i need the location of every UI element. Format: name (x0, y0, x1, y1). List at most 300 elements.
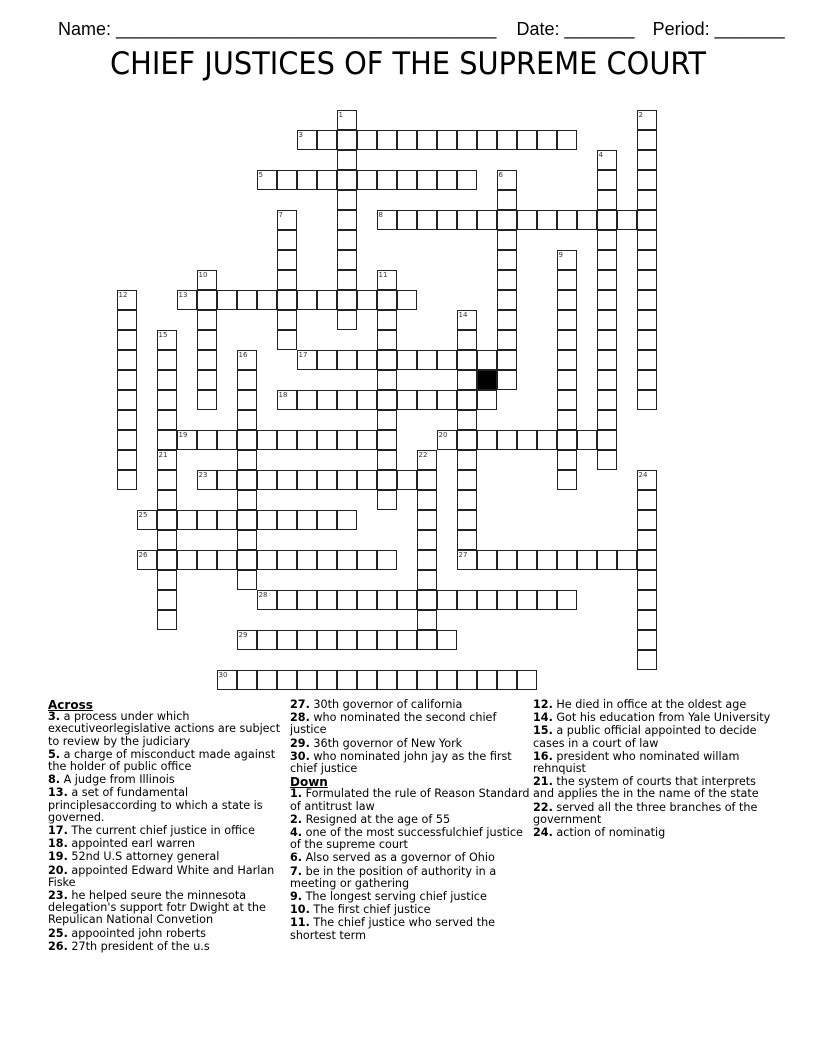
grid-cell[interactable] (557, 370, 577, 390)
grid-cell[interactable] (197, 370, 217, 390)
grid-cell[interactable] (277, 270, 297, 290)
grid-cell[interactable] (397, 170, 417, 190)
grid-cell[interactable] (477, 350, 497, 370)
grid-cell[interactable] (337, 310, 357, 330)
grid-cell[interactable] (517, 430, 537, 450)
grid-cell[interactable] (217, 670, 237, 690)
grid-cell[interactable] (377, 630, 397, 650)
grid-cell[interactable] (317, 550, 337, 570)
grid-cell[interactable] (377, 370, 397, 390)
grid-cell[interactable] (117, 290, 137, 310)
grid-cell[interactable] (317, 170, 337, 190)
grid-cell[interactable] (277, 330, 297, 350)
grid-cell[interactable] (597, 290, 617, 310)
grid-cell[interactable] (517, 210, 537, 230)
grid-cell[interactable] (557, 470, 577, 490)
grid-cell[interactable] (337, 230, 357, 250)
grid-cell[interactable] (337, 590, 357, 610)
grid-cell[interactable] (197, 470, 217, 490)
grid-cell[interactable] (297, 350, 317, 370)
grid-cell[interactable] (457, 350, 477, 370)
grid-cell[interactable] (237, 350, 257, 370)
grid-cell[interactable] (377, 470, 397, 490)
grid-cell[interactable] (237, 430, 257, 450)
grid-cell[interactable] (637, 490, 657, 510)
grid-cell[interactable] (417, 450, 437, 470)
grid-cell[interactable] (357, 170, 377, 190)
grid-cell[interactable] (157, 550, 177, 570)
grid-cell[interactable] (377, 410, 397, 430)
grid-cell[interactable] (317, 390, 337, 410)
grid-cell[interactable] (337, 210, 357, 230)
grid-cell[interactable] (357, 390, 377, 410)
grid-cell[interactable] (477, 210, 497, 230)
grid-cell[interactable] (457, 530, 477, 550)
grid-cell[interactable] (377, 170, 397, 190)
grid-cell[interactable] (157, 590, 177, 610)
grid-cell[interactable] (357, 630, 377, 650)
grid-cell[interactable] (197, 550, 217, 570)
grid-cell[interactable] (197, 390, 217, 410)
grid-cell[interactable] (157, 370, 177, 390)
grid-cell[interactable] (637, 630, 657, 650)
grid-cell[interactable] (277, 430, 297, 450)
grid-cell[interactable] (577, 430, 597, 450)
grid-cell[interactable] (237, 570, 257, 590)
grid-cell[interactable] (557, 270, 577, 290)
grid-cell[interactable] (557, 350, 577, 370)
grid-cell[interactable] (377, 390, 397, 410)
grid-cell[interactable] (477, 390, 497, 410)
grid-cell[interactable] (317, 590, 337, 610)
grid-cell[interactable] (597, 370, 617, 390)
grid-cell[interactable] (237, 390, 257, 410)
grid-cell[interactable] (557, 330, 577, 350)
grid-cell[interactable] (317, 510, 337, 530)
grid-cell[interactable] (257, 670, 277, 690)
grid-cell[interactable] (197, 270, 217, 290)
grid-cell[interactable] (177, 290, 197, 310)
grid-cell[interactable] (457, 510, 477, 530)
grid-cell[interactable] (637, 210, 657, 230)
grid-cell[interactable] (417, 670, 437, 690)
grid-cell[interactable] (317, 430, 337, 450)
grid-cell[interactable] (497, 250, 517, 270)
grid-cell[interactable] (337, 170, 357, 190)
grid-cell[interactable] (197, 350, 217, 370)
grid-cell[interactable] (637, 470, 657, 490)
grid-cell[interactable] (477, 590, 497, 610)
grid-cell[interactable] (297, 430, 317, 450)
grid-cell[interactable] (237, 470, 257, 490)
grid-cell[interactable] (377, 310, 397, 330)
grid-cell[interactable] (377, 210, 397, 230)
grid-cell[interactable] (437, 170, 457, 190)
grid-cell[interactable] (597, 310, 617, 330)
grid-cell[interactable] (337, 430, 357, 450)
grid-cell[interactable] (537, 550, 557, 570)
grid-cell[interactable] (637, 390, 657, 410)
grid-cell[interactable] (337, 390, 357, 410)
grid-cell[interactable] (117, 430, 137, 450)
grid-cell[interactable] (417, 170, 437, 190)
grid-cell[interactable] (237, 670, 257, 690)
grid-cell[interactable] (637, 650, 657, 670)
grid-cell[interactable] (497, 330, 517, 350)
grid-cell[interactable] (337, 270, 357, 290)
grid-cell[interactable] (337, 290, 357, 310)
grid-cell[interactable] (457, 130, 477, 150)
grid-cell[interactable] (277, 170, 297, 190)
grid-cell[interactable] (617, 550, 637, 570)
grid-cell[interactable] (337, 110, 357, 130)
grid-cell[interactable] (617, 210, 637, 230)
grid-cell[interactable] (157, 570, 177, 590)
grid-cell[interactable] (337, 550, 357, 570)
grid-cell[interactable] (217, 510, 237, 530)
grid-cell[interactable] (157, 610, 177, 630)
grid-cell[interactable] (217, 430, 237, 450)
grid-cell[interactable] (537, 430, 557, 450)
grid-cell[interactable] (437, 130, 457, 150)
grid-cell[interactable] (637, 250, 657, 270)
grid-cell[interactable] (277, 230, 297, 250)
grid-cell[interactable] (517, 670, 537, 690)
grid-cell[interactable] (257, 590, 277, 610)
grid-cell[interactable] (337, 630, 357, 650)
grid-cell[interactable] (497, 190, 517, 210)
grid-cell[interactable] (457, 410, 477, 430)
grid-cell[interactable] (497, 290, 517, 310)
grid-cell[interactable] (557, 290, 577, 310)
grid-cell[interactable] (457, 470, 477, 490)
grid-cell[interactable] (117, 450, 137, 470)
grid-cell[interactable] (417, 550, 437, 570)
grid-cell[interactable] (277, 550, 297, 570)
grid-cell[interactable] (637, 230, 657, 250)
grid-cell[interactable] (437, 430, 457, 450)
grid-cell[interactable] (637, 310, 657, 330)
grid-cell[interactable] (457, 170, 477, 190)
grid-cell[interactable] (257, 550, 277, 570)
grid-cell[interactable] (197, 330, 217, 350)
grid-cell[interactable] (357, 290, 377, 310)
grid-cell[interactable] (257, 290, 277, 310)
grid-cell[interactable] (477, 430, 497, 450)
grid-cell[interactable] (157, 450, 177, 470)
grid-cell[interactable] (237, 630, 257, 650)
grid-cell[interactable] (497, 430, 517, 450)
grid-cell[interactable] (457, 370, 477, 390)
grid-cell[interactable] (357, 670, 377, 690)
grid-cell[interactable] (157, 430, 177, 450)
grid-cell[interactable] (197, 310, 217, 330)
grid-cell[interactable] (317, 350, 337, 370)
grid-cell[interactable] (397, 390, 417, 410)
grid-cell[interactable] (257, 430, 277, 450)
grid-cell[interactable] (597, 170, 617, 190)
grid-cell[interactable] (157, 510, 177, 530)
grid-cell[interactable] (637, 590, 657, 610)
grid-cell[interactable] (357, 470, 377, 490)
grid-cell[interactable] (377, 330, 397, 350)
grid-cell[interactable] (297, 470, 317, 490)
grid-cell[interactable] (157, 330, 177, 350)
grid-cell[interactable] (237, 290, 257, 310)
date-field[interactable]: Date: _______ (516, 19, 635, 39)
grid-cell[interactable] (217, 550, 237, 570)
grid-cell[interactable] (317, 290, 337, 310)
grid-cell[interactable] (217, 470, 237, 490)
grid-cell[interactable] (297, 130, 317, 150)
grid-cell[interactable] (337, 130, 357, 150)
grid-cell[interactable] (177, 430, 197, 450)
grid-cell[interactable] (397, 630, 417, 650)
grid-cell[interactable] (117, 370, 137, 390)
grid-cell[interactable] (337, 250, 357, 270)
grid-cell[interactable] (297, 170, 317, 190)
grid-cell[interactable] (337, 470, 357, 490)
grid-cell[interactable] (237, 530, 257, 550)
grid-cell[interactable] (397, 210, 417, 230)
grid-cell[interactable] (297, 390, 317, 410)
grid-cell[interactable] (117, 470, 137, 490)
grid-cell[interactable] (417, 490, 437, 510)
grid-cell[interactable] (417, 590, 437, 610)
grid-cell[interactable] (237, 490, 257, 510)
grid-cell[interactable] (637, 350, 657, 370)
grid-cell[interactable] (637, 130, 657, 150)
grid-cell[interactable] (557, 130, 577, 150)
grid-cell[interactable] (637, 330, 657, 350)
grid-cell[interactable] (637, 370, 657, 390)
grid-cell[interactable] (357, 350, 377, 370)
grid-cell[interactable] (237, 370, 257, 390)
grid-cell[interactable] (457, 390, 477, 410)
grid-cell[interactable] (357, 590, 377, 610)
grid-cell[interactable] (337, 190, 357, 210)
grid-cell[interactable] (597, 450, 617, 470)
grid-cell[interactable] (417, 570, 437, 590)
grid-cell[interactable] (637, 150, 657, 170)
grid-cell[interactable] (377, 130, 397, 150)
grid-cell[interactable] (417, 210, 437, 230)
grid-cell[interactable] (497, 130, 517, 150)
grid-cell[interactable] (117, 350, 137, 370)
grid-cell[interactable] (277, 290, 297, 310)
grid-cell[interactable] (497, 270, 517, 290)
grid-cell[interactable] (277, 590, 297, 610)
grid-cell[interactable] (437, 390, 457, 410)
grid-cell[interactable] (637, 510, 657, 530)
grid-cell[interactable] (597, 270, 617, 290)
grid-cell[interactable] (157, 390, 177, 410)
grid-cell[interactable] (637, 530, 657, 550)
grid-cell[interactable] (397, 590, 417, 610)
grid-cell[interactable] (117, 410, 137, 430)
grid-cell[interactable] (337, 350, 357, 370)
grid-cell[interactable] (377, 670, 397, 690)
grid-cell[interactable] (597, 330, 617, 350)
grid-cell[interactable] (577, 550, 597, 570)
grid-cell[interactable] (417, 630, 437, 650)
grid-cell[interactable] (517, 590, 537, 610)
grid-cell[interactable] (497, 670, 517, 690)
grid-cell[interactable] (157, 530, 177, 550)
grid-cell[interactable] (557, 450, 577, 470)
grid-cell[interactable] (297, 290, 317, 310)
grid-cell[interactable] (437, 210, 457, 230)
grid-cell[interactable] (457, 450, 477, 470)
grid-cell[interactable] (477, 130, 497, 150)
grid-cell[interactable] (277, 250, 297, 270)
grid-cell[interactable] (137, 510, 157, 530)
grid-cell[interactable] (377, 550, 397, 570)
grid-cell[interactable] (557, 310, 577, 330)
grid-cell[interactable] (377, 490, 397, 510)
grid-cell[interactable] (397, 290, 417, 310)
grid-cell[interactable] (197, 510, 217, 530)
grid-cell[interactable] (457, 210, 477, 230)
grid-cell[interactable] (437, 630, 457, 650)
period-field[interactable]: Period: _______ (652, 19, 785, 39)
grid-cell[interactable] (497, 350, 517, 370)
grid-cell[interactable] (577, 210, 597, 230)
grid-cell[interactable] (257, 510, 277, 530)
grid-cell[interactable] (597, 230, 617, 250)
grid-cell[interactable] (197, 290, 217, 310)
grid-cell[interactable] (597, 190, 617, 210)
name-field[interactable]: Name: ______________________________________ (58, 19, 497, 39)
grid-cell[interactable] (597, 550, 617, 570)
grid-cell[interactable] (537, 210, 557, 230)
grid-cell[interactable] (497, 310, 517, 330)
grid-cell[interactable] (317, 130, 337, 150)
grid-cell[interactable] (277, 310, 297, 330)
grid-cell[interactable] (437, 350, 457, 370)
grid-cell[interactable] (417, 390, 437, 410)
grid-cell[interactable] (337, 670, 357, 690)
grid-cell[interactable] (377, 450, 397, 470)
grid-cell[interactable] (277, 210, 297, 230)
grid-cell[interactable] (257, 470, 277, 490)
grid-cell[interactable] (157, 350, 177, 370)
grid-cell[interactable] (237, 410, 257, 430)
grid-cell[interactable] (277, 390, 297, 410)
grid-cell[interactable] (237, 550, 257, 570)
grid-cell[interactable] (377, 290, 397, 310)
grid-cell[interactable] (297, 590, 317, 610)
grid-cell[interactable] (377, 590, 397, 610)
grid-cell[interactable] (257, 630, 277, 650)
grid-cell[interactable] (317, 630, 337, 650)
grid-cell[interactable] (457, 310, 477, 330)
grid-cell[interactable] (637, 270, 657, 290)
grid-cell[interactable] (597, 250, 617, 270)
grid-cell[interactable] (557, 550, 577, 570)
grid-cell[interactable] (637, 570, 657, 590)
grid-cell[interactable] (457, 590, 477, 610)
grid-cell[interactable] (497, 230, 517, 250)
grid-cell[interactable] (317, 470, 337, 490)
grid-cell[interactable] (497, 550, 517, 570)
grid-cell[interactable] (117, 390, 137, 410)
grid-cell[interactable] (397, 670, 417, 690)
grid-cell[interactable] (277, 630, 297, 650)
grid-cell[interactable] (637, 290, 657, 310)
grid-cell[interactable] (497, 210, 517, 230)
grid-cell[interactable] (357, 550, 377, 570)
grid-cell[interactable] (277, 670, 297, 690)
grid-cell[interactable] (397, 350, 417, 370)
grid-cell[interactable] (597, 390, 617, 410)
grid-cell[interactable] (337, 150, 357, 170)
grid-cell[interactable] (457, 330, 477, 350)
grid-cell[interactable] (357, 130, 377, 150)
grid-cell[interactable] (457, 550, 477, 570)
grid-cell[interactable] (477, 670, 497, 690)
grid-cell[interactable] (137, 550, 157, 570)
grid-cell[interactable] (457, 430, 477, 450)
grid-cell[interactable] (197, 430, 217, 450)
grid-cell[interactable] (417, 610, 437, 630)
grid-cell[interactable] (377, 430, 397, 450)
grid-cell[interactable] (557, 430, 577, 450)
grid-cell[interactable] (537, 130, 557, 150)
grid-cell[interactable] (417, 510, 437, 530)
grid-cell[interactable] (357, 430, 377, 450)
grid-cell[interactable] (637, 190, 657, 210)
grid-cell[interactable] (557, 590, 577, 610)
grid-cell[interactable] (597, 350, 617, 370)
grid-cell[interactable] (377, 350, 397, 370)
grid-cell[interactable] (417, 350, 437, 370)
grid-cell[interactable] (497, 590, 517, 610)
grid-cell[interactable] (597, 410, 617, 430)
grid-cell[interactable] (437, 670, 457, 690)
grid-cell[interactable] (397, 470, 417, 490)
grid-cell[interactable] (437, 590, 457, 610)
grid-cell[interactable] (517, 550, 537, 570)
grid-cell[interactable] (257, 170, 277, 190)
grid-cell[interactable] (297, 510, 317, 530)
grid-cell[interactable] (557, 210, 577, 230)
grid-cell[interactable] (277, 470, 297, 490)
grid-cell[interactable] (237, 450, 257, 470)
grid-cell[interactable] (417, 130, 437, 150)
grid-cell[interactable] (557, 250, 577, 270)
grid-cell[interactable] (117, 310, 137, 330)
grid-cell[interactable] (497, 370, 517, 390)
grid-cell[interactable] (477, 550, 497, 570)
grid-cell[interactable] (117, 330, 137, 350)
grid-cell[interactable] (557, 410, 577, 430)
grid-cell[interactable] (637, 110, 657, 130)
grid-cell[interactable] (537, 590, 557, 610)
grid-cell[interactable] (637, 610, 657, 630)
grid-cell[interactable] (297, 630, 317, 650)
grid-cell[interactable] (337, 510, 357, 530)
grid-cell[interactable] (417, 530, 437, 550)
grid-cell[interactable] (517, 130, 537, 150)
grid-cell[interactable] (637, 550, 657, 570)
grid-cell[interactable] (377, 270, 397, 290)
grid-cell[interactable] (317, 670, 337, 690)
grid-cell[interactable] (557, 390, 577, 410)
grid-cell[interactable] (597, 210, 617, 230)
grid-cell[interactable] (397, 130, 417, 150)
grid-cell[interactable] (237, 510, 257, 530)
